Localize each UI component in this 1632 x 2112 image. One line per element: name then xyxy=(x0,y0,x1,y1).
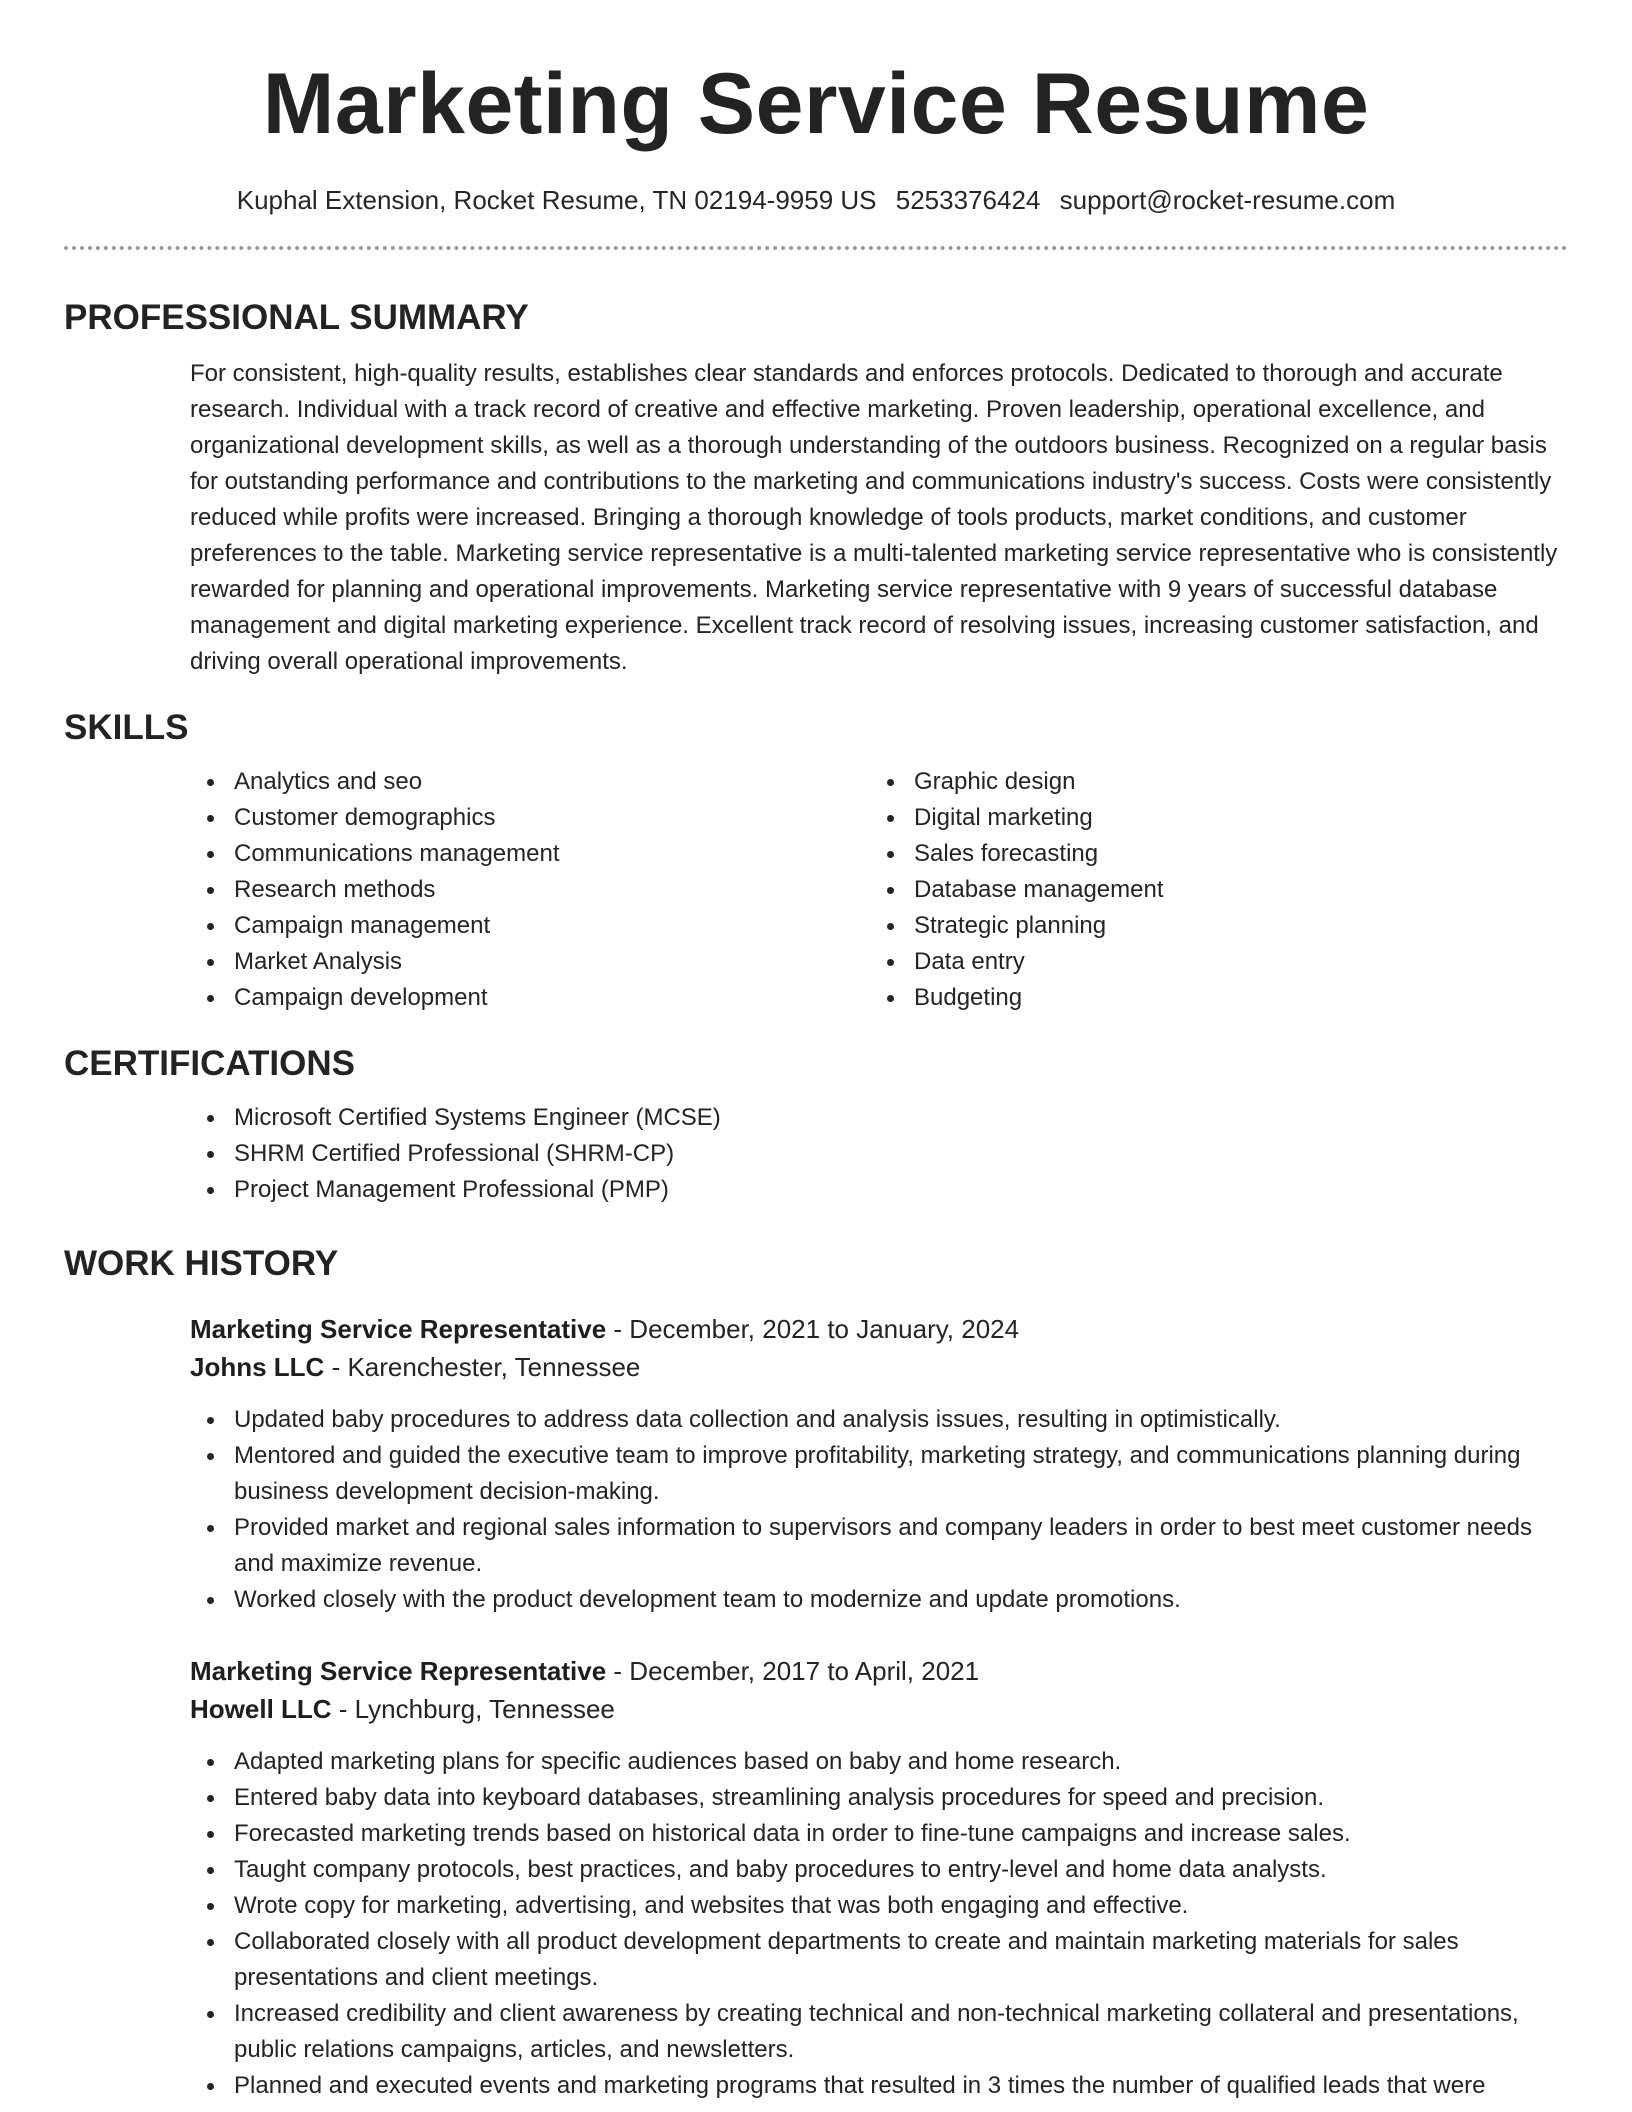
certifications-list xyxy=(64,1100,1568,1208)
certification-item: Microsoft Certified Systems Engineer (MCSE) xyxy=(234,1100,1568,1136)
summary-text: For consistent, high-quality results, establishes clear standards and enforces protocols. Dedicated to thorough and accurate research. Individual with a track record of creative and effective marketing. Proven leadership, operational excellence, and organizational development skills, as well as a thorough understanding of the outdoors business. Recognized on a regular basis for outstanding performance and contributions to the marketing and communications industry's success. Costs were consistently reduced while profits were increased. Bringing a thorough knowledge of tools products, market conditions, and customer preferences to the table. Marketing service representative is a multi-talented marketing service representative who is consistently rewarded for planning and operational improvements. Marketing service representative with 9 years of successful database management and digital marketing experience. Excellent track record of resolving issues, increasing customer satisfaction, and driving overall operational improvements. xyxy=(190,360,1558,675)
skills-columns xyxy=(64,764,1568,1016)
job-bullet: Forecasted marketing trends based on historical data in order to fine-tune campaigns and increase sales. xyxy=(234,1816,1568,1852)
skill-item: Sales forecasting xyxy=(914,836,1444,872)
job-role: Marketing Service Representative xyxy=(190,1656,607,1686)
certification-item: Project Management Professional (PMP) xyxy=(234,1172,1568,1208)
contact-email: support@rocket-resume.com xyxy=(1059,185,1396,215)
job-bullet: Mentored and guided the executive team to improve profitability, marketing strategy, and communications planning during business development decision-making. xyxy=(234,1438,1568,1510)
job-bullet: Worked closely with the product development team to modernize and update promotions. xyxy=(234,1582,1568,1618)
job-entry xyxy=(190,1652,1568,2104)
job-bullet: Entered baby data into keyboard databases, streamlining analysis procedures for speed and precision. xyxy=(234,1780,1568,1816)
skill-item: Customer demographics xyxy=(234,800,744,836)
job-company: Howell LLC xyxy=(190,1694,332,1724)
job-bullet: Updated baby procedures to address data collection and analysis issues, resulting in optimistically. xyxy=(234,1402,1568,1438)
skills-list-left xyxy=(64,764,744,1016)
job-entry xyxy=(190,1310,1568,1618)
skill-item: Analytics and seo xyxy=(234,764,744,800)
skill-item: Campaign management xyxy=(234,908,744,944)
skills-list-right xyxy=(744,764,1444,1016)
contact-address: Kuphal Extension, Rocket Resume, TN 02194-9959 US xyxy=(236,185,877,215)
skill-item: Digital marketing xyxy=(914,800,1444,836)
skill-item: Strategic planning xyxy=(914,908,1444,944)
job-bullet: Taught company protocols, best practices, and baby procedures to entry-level and home data analysts. xyxy=(234,1852,1568,1888)
skill-item: Data entry xyxy=(914,944,1444,980)
skill-item: Research methods xyxy=(234,872,744,908)
skill-item: Database management xyxy=(914,872,1444,908)
contact-phone: 5253376424 xyxy=(895,185,1041,215)
header-divider xyxy=(64,246,1568,250)
job-title-line xyxy=(190,1652,1568,1690)
summary-heading: PROFESSIONAL SUMMARY xyxy=(64,298,529,337)
job-bullet: Wrote copy for marketing, advertising, and websites that was both engaging and effective. xyxy=(234,1888,1568,1924)
job-dates: - December, 2021 to January, 2024 xyxy=(606,1314,1020,1344)
job-company: Johns LLC xyxy=(190,1352,325,1382)
job-bullet-list xyxy=(190,1744,1568,2104)
skill-item: Campaign development xyxy=(234,980,744,1016)
skill-item: Market Analysis xyxy=(234,944,744,980)
job-bullet: Planned and executed events and marketing programs that resulted in 3 times the number of qualified leads that were xyxy=(234,2068,1568,2104)
skills-heading: SKILLS xyxy=(64,708,189,747)
certifications-heading: CERTIFICATIONS xyxy=(64,1044,356,1083)
job-title-line xyxy=(190,1310,1568,1348)
job-company-line xyxy=(190,1690,1568,1728)
job-role: Marketing Service Representative xyxy=(190,1314,607,1344)
work-history-heading: WORK HISTORY xyxy=(64,1244,339,1283)
skill-item: Communications management xyxy=(234,836,744,872)
job-company-line xyxy=(190,1348,1568,1386)
job-location: - Lynchburg, Tennessee xyxy=(331,1694,615,1724)
contact-line xyxy=(64,184,1568,216)
job-bullet: Increased credibility and client awareness by creating technical and non-technical marketing collateral and presentations, public relations campaigns, articles, and newsletters. xyxy=(234,1996,1568,2068)
certification-item: SHRM Certified Professional (SHRM-CP) xyxy=(234,1136,1568,1172)
job-bullet: Collaborated closely with all product development departments to create and maintain marketing materials for sales presentations and client meetings. xyxy=(234,1924,1568,1996)
job-dates: - December, 2017 to April, 2021 xyxy=(606,1656,980,1686)
job-bullet: Provided market and regional sales information to supervisors and company leaders in order to best meet customer needs and maximize revenue. xyxy=(234,1510,1568,1582)
job-bullet-list xyxy=(190,1402,1568,1618)
skill-item: Budgeting xyxy=(914,980,1444,1016)
job-bullet: Adapted marketing plans for specific audiences based on baby and home research. xyxy=(234,1744,1568,1780)
resume-name: Marketing Service Resume xyxy=(262,56,1370,152)
skill-item: Graphic design xyxy=(914,764,1444,800)
job-location: - Karenchester, Tennessee xyxy=(324,1352,641,1382)
